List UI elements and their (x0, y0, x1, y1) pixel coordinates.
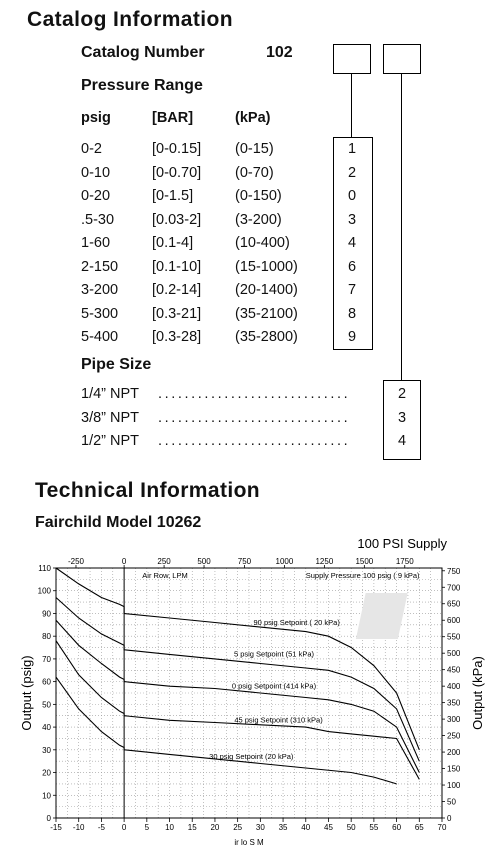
supply-annotation: Supply Pressure 100 psig ( 9 kPa) (305, 571, 420, 580)
catalog-code-box-1 (333, 44, 371, 74)
catalog-number-label: Catalog Number (81, 44, 205, 61)
row-psig: 5-400 (81, 329, 119, 345)
y2-tick-label: 0 (447, 814, 452, 823)
row-bar: [0-0.15] (152, 141, 202, 157)
leader-dots: ............................. (158, 433, 351, 449)
row-code: 8 (347, 305, 357, 322)
row-bar: [0-1.5] (152, 188, 194, 204)
row-code: 3 (347, 211, 357, 228)
y2-tick-label: 700 (447, 583, 461, 593)
row-bar: [0.2-14] (152, 282, 202, 298)
y2-tick-label: 300 (447, 715, 461, 725)
y-tick-label: 60 (42, 677, 51, 687)
y2-tick-label: 500 (447, 649, 461, 659)
y2-tick-label: 350 (447, 698, 461, 708)
series-label: 0 psig Setpoint (414 kPa) (231, 681, 317, 691)
x-tick-label: 35 (278, 823, 288, 832)
pressure-range-title: Pressure Range (81, 77, 203, 94)
y2-tick-label: 600 (447, 616, 461, 626)
y-tick-label: 50 (42, 700, 51, 710)
series-label: 45 psig Setpoint (310 kPa) (234, 715, 323, 725)
x-tick-label: 0 (121, 823, 127, 832)
logo-watermark (356, 593, 408, 639)
x-tick-label: 70 (437, 823, 447, 832)
y-tick-label: 80 (42, 632, 51, 642)
y-axis-label: Output (psig) (19, 655, 34, 731)
pipe-size-code: 4 (397, 433, 407, 449)
row-bar: [0.3-28] (152, 329, 202, 345)
x-tick-label: 25 (233, 823, 243, 832)
header-psig: psig (81, 110, 111, 126)
row-kpa: (10-400) (235, 235, 290, 251)
header-kpa: (kPa) (235, 110, 271, 126)
y2-tick-label: 450 (447, 665, 461, 675)
x-tick-label: 5 (144, 823, 150, 832)
row-psig: 1-60 (81, 235, 111, 251)
y-tick-label: 40 (42, 723, 51, 733)
y-tick-label: 20 (42, 768, 51, 778)
y2-tick-label: 100 (447, 781, 461, 791)
row-code: 9 (347, 329, 357, 345)
x-tick-label: 50 (346, 823, 356, 832)
row-psig: .5-30 (81, 211, 115, 228)
catalog-code-box-2 (383, 44, 421, 74)
row-kpa: (15-1000) (235, 258, 298, 275)
row-psig: 0-20 (81, 188, 111, 204)
top-tick-label: 1000 (275, 557, 294, 566)
row-psig: 2-150 (81, 258, 119, 275)
row-bar: [0.1-4] (152, 235, 194, 251)
x-tick-label: 20 (210, 823, 220, 832)
x-tick-label: -10 (72, 823, 85, 832)
pipe-size-label: 3/8” NPT (81, 409, 140, 426)
y2-tick-label: 50 (447, 797, 456, 807)
y-tick-label: 30 (42, 745, 51, 755)
connector-line-pressure (351, 74, 352, 137)
model-title: Fairchild Model 10262 (35, 514, 202, 531)
y2-tick-label: 650 (447, 599, 461, 609)
row-psig: 3-200 (81, 282, 119, 298)
row-bar: [0.1-10] (152, 258, 202, 275)
top-tick-label: 750 (237, 557, 252, 566)
x-tick-label: 45 (324, 823, 333, 832)
row-kpa: (35-2100) (235, 305, 298, 322)
pipe-size-title: Pipe Size (81, 356, 152, 373)
x-tick-label: 40 (301, 823, 311, 832)
row-psig: 5-300 (81, 305, 119, 322)
x-tick-label: 65 (414, 823, 424, 832)
row-bar: [0.3-21] (152, 305, 202, 322)
row-kpa: (0-150) (235, 188, 282, 204)
top-axis-label: Air Row, LPM (142, 571, 188, 580)
y-tick-label: 100 (37, 586, 51, 596)
y-tick-label: 70 (42, 654, 51, 664)
row-kpa: (0-70) (235, 164, 274, 181)
y2-tick-label: 250 (447, 731, 461, 741)
row-bar: [0.03-2] (152, 211, 202, 228)
y-tick-label: 90 (42, 609, 51, 619)
y2-tick-label: 400 (447, 682, 461, 692)
x-tick-label: -15 (50, 823, 62, 832)
row-code: 0 (347, 188, 357, 204)
y-tick-label: 110 (38, 564, 51, 573)
pipe-size-code: 3 (397, 409, 407, 426)
x-tick-label: 60 (392, 823, 402, 832)
x-tick-label: 10 (165, 823, 174, 832)
row-code: 6 (347, 258, 357, 275)
top-tick-label: 1750 (395, 557, 414, 566)
y2-tick-label: 750 (447, 566, 461, 576)
y2-tick-label: 200 (447, 748, 461, 758)
connector-line-pipe (401, 74, 402, 380)
pipe-size-code: 2 (397, 386, 407, 402)
flow-chart (0, 535, 498, 853)
row-kpa: (3-200) (235, 211, 282, 228)
x-tick-label: 15 (187, 823, 197, 832)
top-tick-label: 1500 (355, 557, 374, 566)
top-tick-label: 1250 (315, 557, 334, 566)
row-code: 1 (347, 141, 357, 157)
technical-title: Technical Information (35, 479, 261, 502)
y2-tick-label: 150 (447, 764, 461, 774)
top-tick-label: -250 (67, 557, 84, 566)
series-label: 90 psig Setpoint ( 20 kPa) (253, 617, 340, 627)
row-kpa: (35-2800) (235, 329, 298, 345)
catalog-number-value: 102 (266, 44, 293, 61)
row-bar: [0-0.70] (152, 164, 202, 181)
row-psig: 0-10 (81, 164, 111, 181)
top-tick-label: 250 (157, 557, 171, 566)
row-code: 2 (347, 164, 357, 181)
row-code: 4 (347, 235, 357, 251)
header-bar: [BAR] (152, 110, 194, 126)
row-kpa: (20-1400) (235, 282, 298, 298)
y2-tick-label: 550 (447, 632, 461, 642)
row-kpa: (0-15) (235, 141, 274, 157)
y-tick-label: 0 (46, 814, 51, 823)
row-psig: 0-2 (81, 141, 102, 157)
pipe-size-label: 1/4” NPT (81, 386, 140, 402)
series-label: 30 psig Setpoint (20 kPa) (209, 751, 294, 761)
leader-dots: ............................. (158, 386, 351, 402)
row-code: 7 (347, 282, 357, 298)
top-tick-label: 0 (121, 557, 127, 566)
x-tick-label: -5 (97, 823, 105, 832)
series-label: 5 psig Setpoint (51 kPa) (233, 649, 314, 659)
y-tick-label: 10 (42, 791, 51, 801)
pipe-size-label: 1/2” NPT (81, 433, 140, 449)
leader-dots: ............................. (158, 409, 351, 426)
chart-title: 100 PSI Supply (357, 536, 447, 551)
y2-axis-label: Output (kPa) (470, 656, 485, 730)
top-tick-label: 500 (197, 557, 211, 566)
x-axis-label: ir lo S M (234, 838, 264, 847)
x-tick-label: 55 (369, 823, 379, 832)
catalog-title: Catalog Information (27, 8, 233, 31)
x-tick-label: 30 (255, 823, 265, 832)
